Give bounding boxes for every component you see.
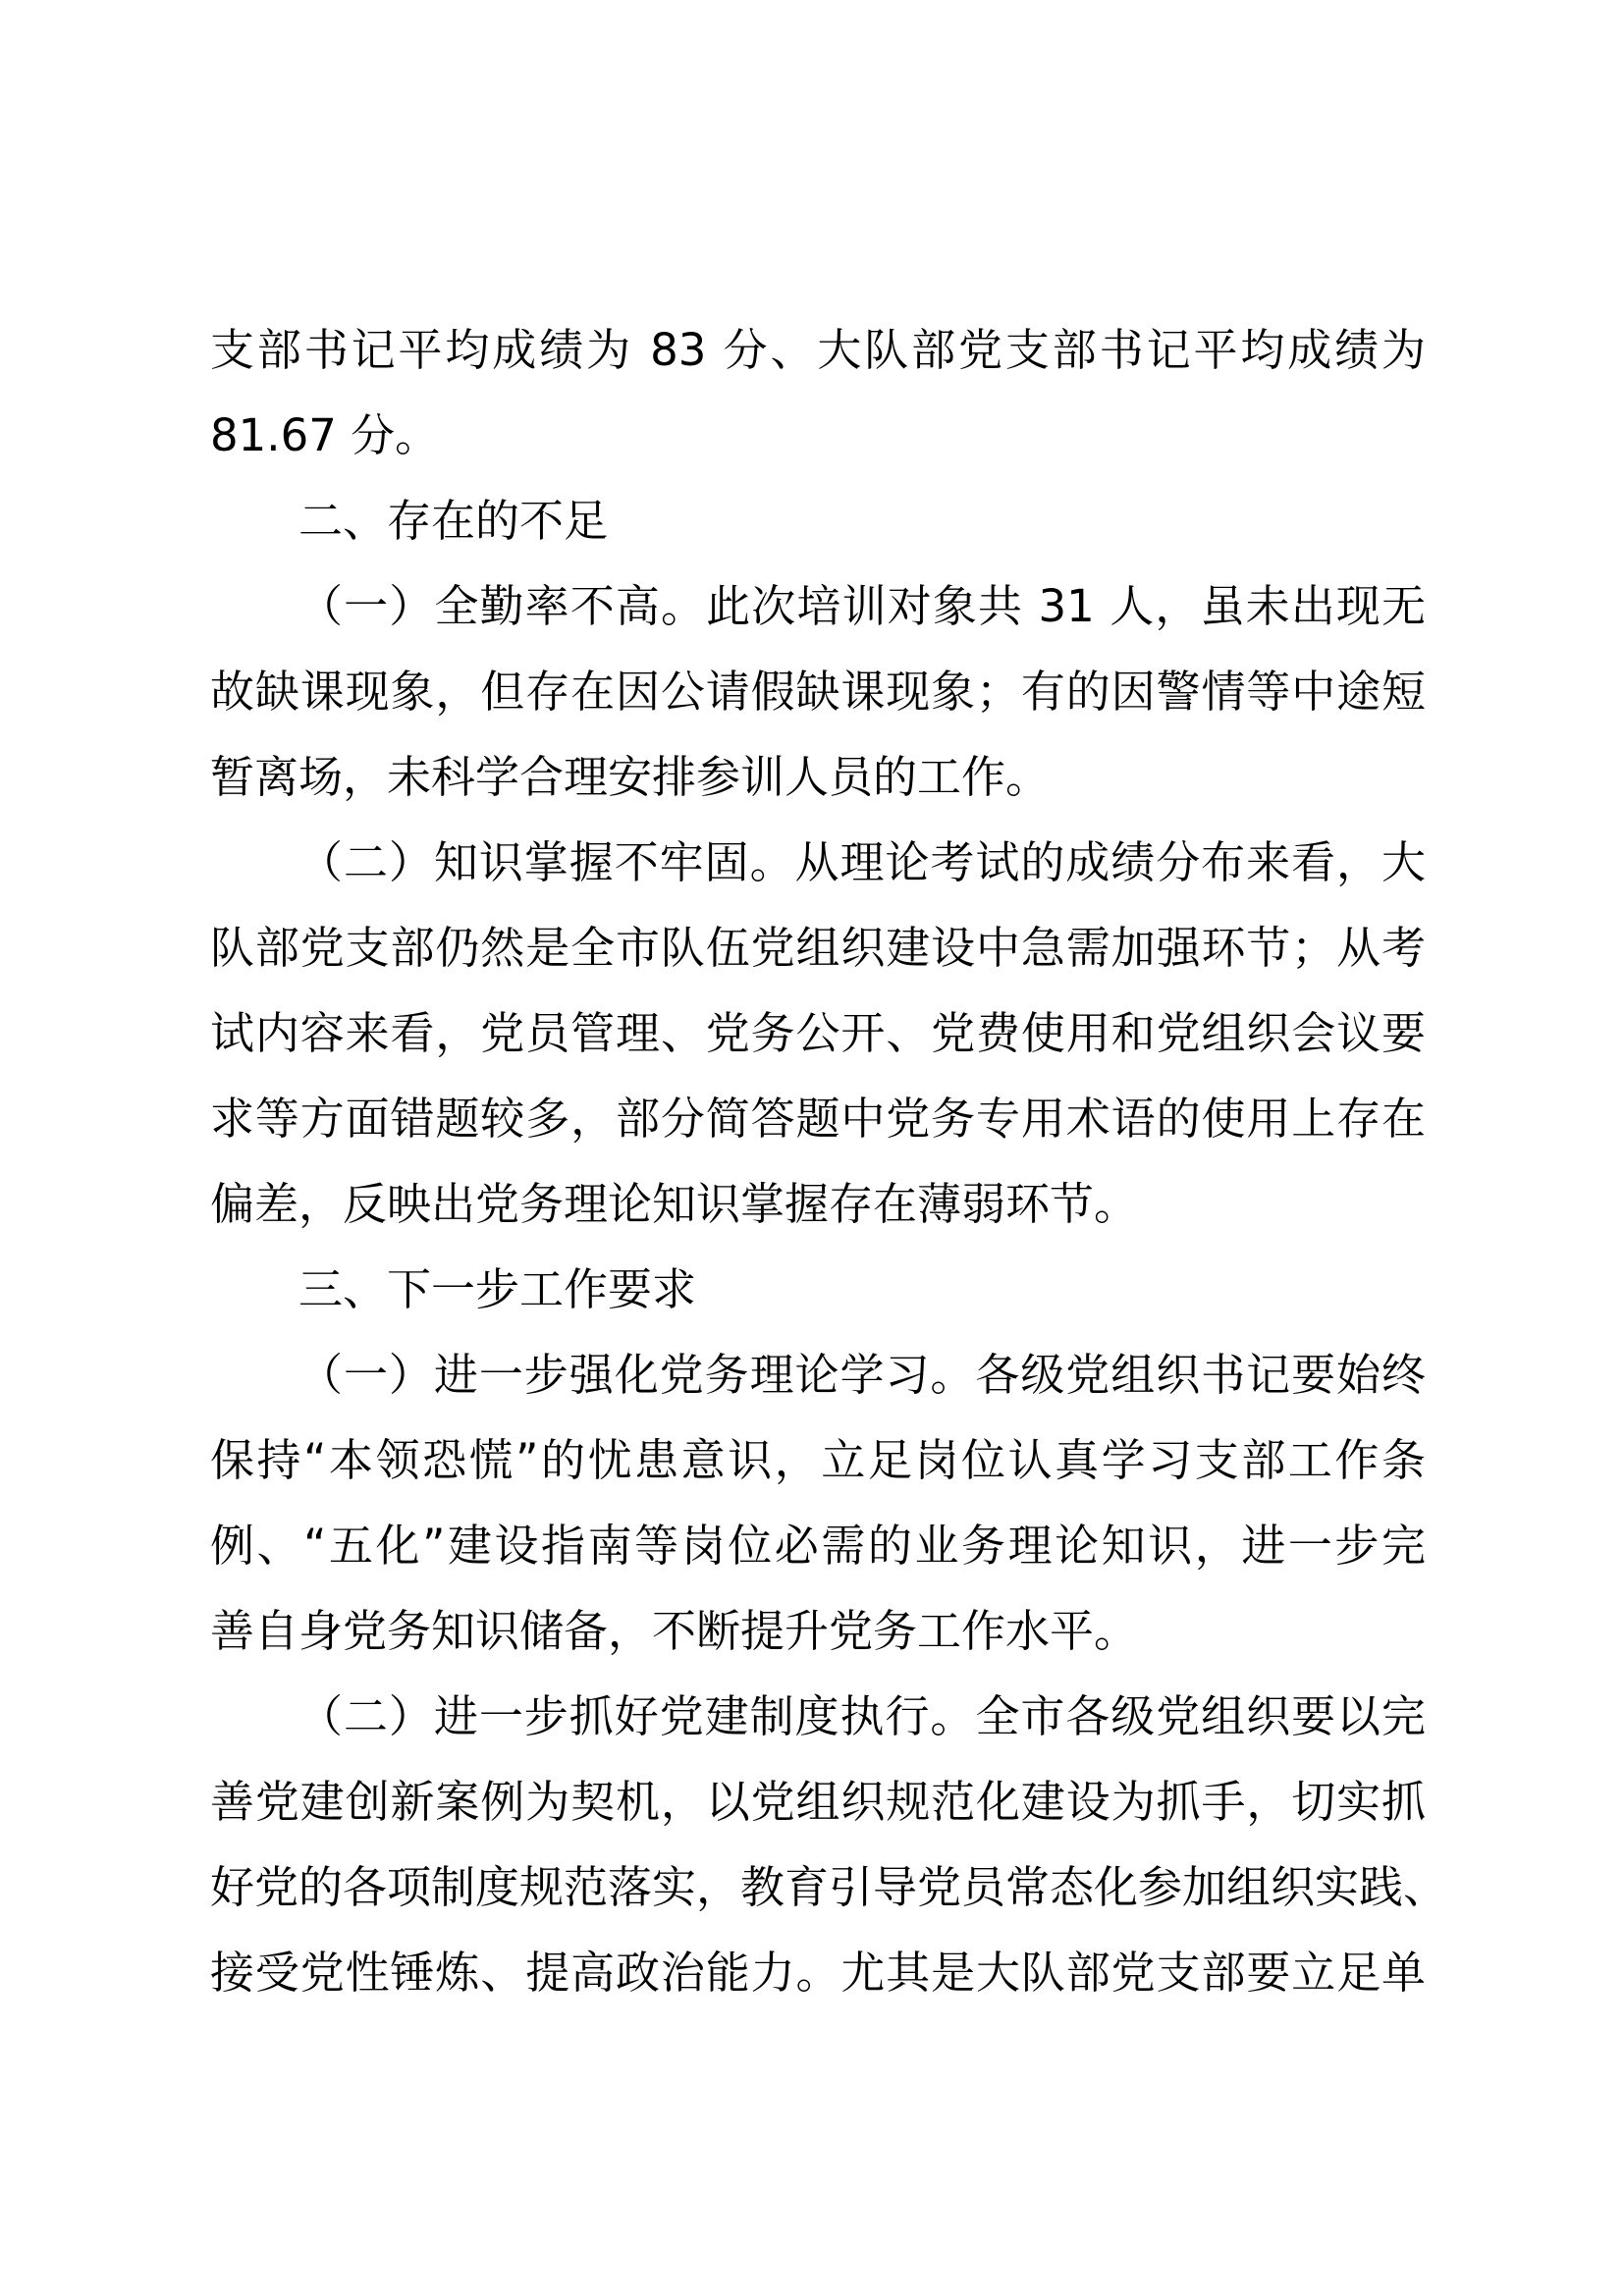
document-page [210, 307, 1448, 2015]
text-line: 试内容来看，党员管理、党务公开、党费使用和党组织会议要 [210, 1007, 1426, 1059]
paragraph [210, 307, 1426, 478]
text-line: 好党的各项制度规范落实，教育引导党员常态化参加组织实践、 [210, 1861, 1448, 1913]
text-line: （一）进一步强化党务理论学习。各级党组织书记要始终 [298, 1349, 1426, 1401]
text-line: 二、存在的不足 [298, 495, 609, 547]
text-line: 求等方面错题较多，部分简答题中党务专用术语的使用上存在 [210, 1093, 1426, 1145]
text-line: 暂离场，未科学合理安排参训人员的工作。 [210, 751, 1051, 803]
text-line: 偏差，反映出党务理论知识掌握存在薄弱环节。 [210, 1178, 1139, 1230]
text-line: 三、下一步工作要求 [298, 1263, 697, 1315]
text-line: 善自身党务知识储备，不断提升党务工作水平。 [210, 1605, 1139, 1657]
text-line: （一）全勤率不高。此次培训对象共 31 人，虽未出现无 [298, 580, 1426, 632]
text-line: 善党建创新案例为契机，以党组织规范化建设为抓手，切实抓 [210, 1776, 1426, 1828]
section-heading [210, 1247, 1426, 1332]
text-line: 接受党性锤炼、提高政治能力。尤其是大队部党支部要立足单 [210, 1947, 1426, 1999]
text-line: （二）进一步抓好党建制度执行。全市各级党组织要以完 [298, 1690, 1426, 1742]
text-line: （二）知识掌握不牢固。从理论考试的成绩分布来看，大 [298, 836, 1426, 888]
text-line: 支部书记平均成绩为 83 分、大队部党支部书记平均成绩为 [210, 324, 1426, 376]
text-line: 故缺课现象，但存在因公请假缺课现象；有的因警情等中途短 [210, 666, 1426, 718]
text-line: 保持“本领恐慌”的忧患意识，立足岗位认真学习支部工作条 [210, 1434, 1426, 1486]
paragraph [210, 563, 1426, 820]
paragraph [210, 1674, 1448, 2015]
text-line: 队部党支部仍然是全市队伍党组织建设中急需加强环节；从考 [210, 922, 1426, 974]
text-line: 例、“五化”建设指南等岗位必需的业务理论知识，进一步完 [210, 1520, 1426, 1572]
paragraph [210, 1332, 1426, 1674]
paragraph [210, 820, 1426, 1247]
section-heading [210, 478, 1426, 563]
text-line: 81.67 分。 [210, 409, 440, 461]
